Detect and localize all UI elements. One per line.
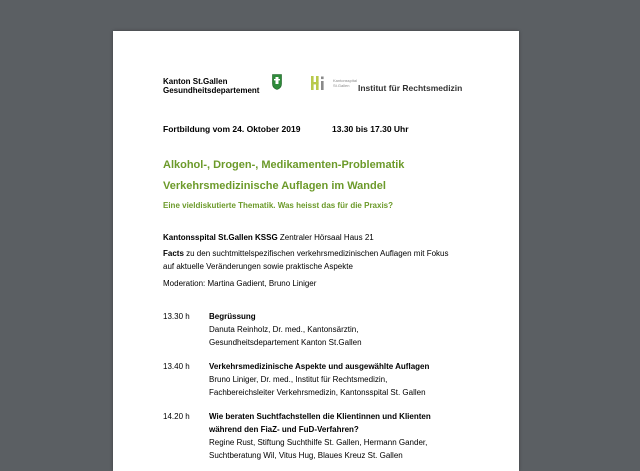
facts-bold: Facts <box>163 249 184 258</box>
moderation-line: Moderation: Martina Gadient, Bruno Liniger <box>163 279 317 288</box>
agenda-line: Regine Rust, Stiftung Suchthilfe St. Gallen, Hermann Gander, <box>209 438 428 447</box>
location-rest: Zentraler Hörsaal Haus 21 <box>277 233 374 242</box>
ksg-small-line2: St.Gallen <box>333 83 350 88</box>
event-time: 13.30 bis 17.30 Uhr <box>332 124 409 134</box>
coat-of-arms-icon <box>272 74 282 90</box>
title-line-2: Verkehrsmedizinische Auflagen im Wandel <box>163 180 386 192</box>
agenda-title-3: Wie beraten Suchtfachstellen die Klientinnen und Klienten <box>209 412 431 421</box>
agenda-line: Fachbereichsleiter Verkehrsmedizin, Kantonsspital St. Gallen <box>209 388 426 397</box>
facts-paragraph <box>163 247 448 273</box>
agenda-title-1: Begrüssung <box>209 312 256 321</box>
agenda-time-2: 13.40 h <box>163 362 190 371</box>
agenda-time-3: 14.20 h <box>163 412 190 421</box>
agenda-time-1: 13.30 h <box>163 312 190 321</box>
agenda-title-3b: während den FiaZ- und FuD-Verfahren? <box>209 425 359 434</box>
kanton-logo-text <box>163 77 259 95</box>
kanton-name: Kanton St.Gallen <box>163 77 228 86</box>
agenda-title-2: Verkehrsmedizinische Aspekte und ausgewählte Auflagen <box>209 362 430 371</box>
document-page <box>113 31 519 471</box>
agenda-line: Bruno Liniger, Dr. med., Institut für Rechtsmedizin, <box>209 375 388 384</box>
event-date: Fortbildung vom 24. Oktober 2019 <box>163 124 301 134</box>
location-bold: Kantonsspital St.Gallen KSSG <box>163 233 278 242</box>
location-line <box>163 231 374 244</box>
kantonsspital-logo-text <box>333 78 357 88</box>
agenda-line: Gesundheitsdepartement Kanton St.Gallen <box>209 338 362 347</box>
department-name: Gesundheitsdepartement <box>163 86 260 95</box>
institute-name: Institut für Rechtsmedizin <box>358 83 463 93</box>
ksg-small-line1: Kantonsspital <box>333 78 358 83</box>
kantonsspital-logo-icon <box>310 74 330 92</box>
subtitle: Eine vieldiskutierte Thematik. Was heisst das für die Praxis? <box>163 201 394 210</box>
title-line-1: Alkohol-, Drogen-, Medikamenten-Problematik <box>163 159 405 171</box>
facts-line2: auf aktuelle Veränderungen sowie praktische Aspekte <box>163 262 353 271</box>
agenda-line: Danuta Reinholz, Dr. med., Kantonsärztin, <box>209 325 359 334</box>
agenda-line: Suchtberatung Wil, Vitus Hug, Blaues Kreuz St. Gallen <box>209 451 403 460</box>
facts-line1: zu den suchtmittelspezifischen verkehrsmedizinischen Auflagen mit Fokus <box>183 249 449 258</box>
event-date-row <box>163 124 409 134</box>
